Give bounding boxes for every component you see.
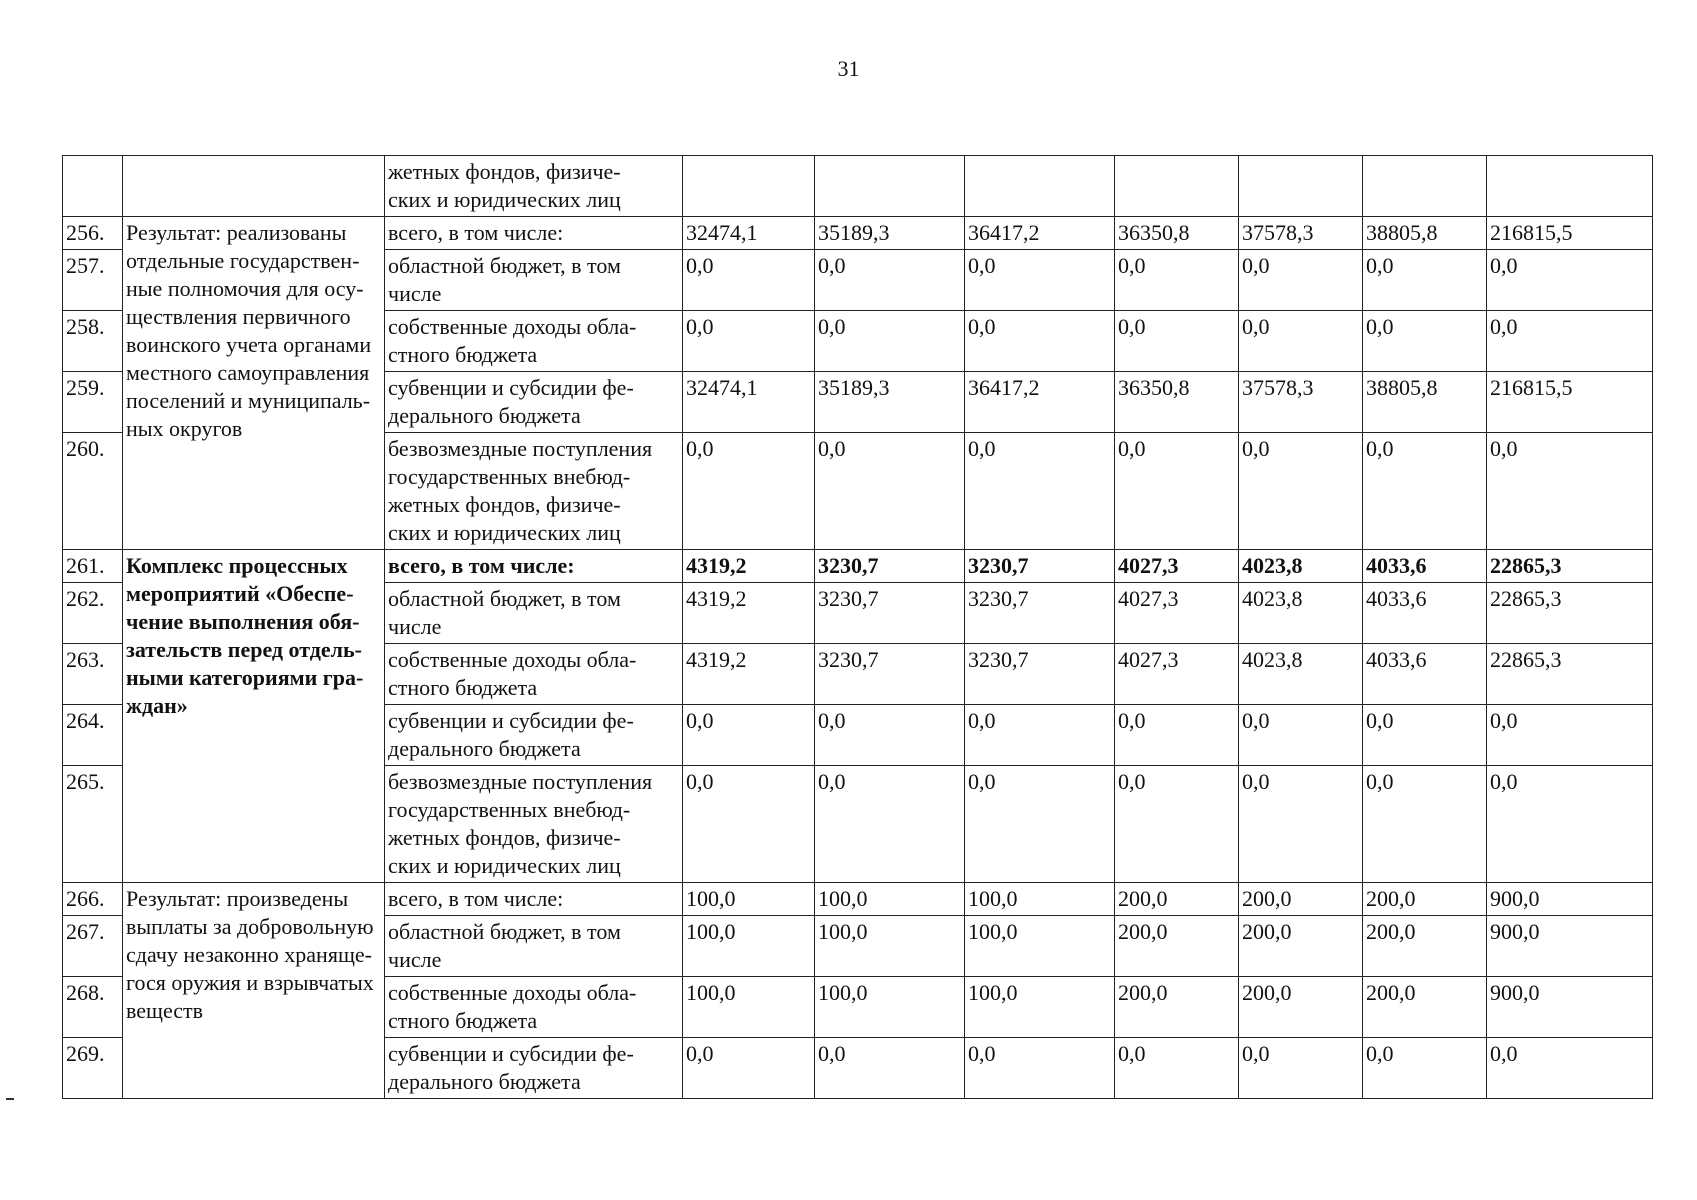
value-cell: 0,0 <box>965 311 1115 372</box>
value-cell: 36350,8 <box>1115 372 1239 433</box>
value-cell: 216815,5 <box>1487 217 1653 250</box>
row-number-cell: 259. <box>63 372 123 433</box>
value-cell: 0,0 <box>1363 766 1487 883</box>
value-cell: 0,0 <box>1239 705 1363 766</box>
value-cell: 0,0 <box>1487 766 1653 883</box>
row-number-cell: 262. <box>63 583 123 644</box>
value-cell <box>815 156 965 217</box>
value-cell: 4027,3 <box>1115 550 1239 583</box>
value-cell: 200,0 <box>1363 977 1487 1038</box>
value-cell: 0,0 <box>683 1038 815 1099</box>
value-cell: 0,0 <box>815 250 965 311</box>
value-cell: 0,0 <box>815 1038 965 1099</box>
table-row <box>63 883 1653 916</box>
page-number: 31 <box>837 56 860 81</box>
value-cell: 200,0 <box>1363 883 1487 916</box>
value-cell: 0,0 <box>815 433 965 550</box>
row-number-cell: 260. <box>63 433 123 550</box>
row-number-cell: 261. <box>63 550 123 583</box>
value-cell: 100,0 <box>683 883 815 916</box>
value-cell: 0,0 <box>965 433 1115 550</box>
value-cell: 4033,6 <box>1363 583 1487 644</box>
value-cell: 216815,5 <box>1487 372 1653 433</box>
row-number-cell: 265. <box>63 766 123 883</box>
group-description-cell: Результат: произведены выплаты за добровольную сдачу незаконно храняще-гося оружия и взрывчатых веществ <box>123 883 385 1099</box>
value-cell: 200,0 <box>1363 916 1487 977</box>
value-cell: 100,0 <box>815 916 965 977</box>
value-cell: 37578,3 <box>1239 217 1363 250</box>
value-cell: 38805,8 <box>1363 372 1487 433</box>
value-cell: 4023,8 <box>1239 644 1363 705</box>
value-cell: 100,0 <box>965 977 1115 1038</box>
table-body <box>63 156 1653 1099</box>
value-cell: 3230,7 <box>815 583 965 644</box>
value-cell: 0,0 <box>1115 433 1239 550</box>
value-cell: 4023,8 <box>1239 583 1363 644</box>
value-cell: 0,0 <box>1363 311 1487 372</box>
value-cell: 4319,2 <box>683 644 815 705</box>
value-cell: 0,0 <box>1363 433 1487 550</box>
value-cell: 200,0 <box>1239 916 1363 977</box>
description-cell <box>123 156 385 217</box>
value-cell: 36417,2 <box>965 217 1115 250</box>
value-cell: 36417,2 <box>965 372 1115 433</box>
value-cell: 0,0 <box>815 766 965 883</box>
source-cell: областной бюджет, в том числе <box>385 916 683 977</box>
value-cell: 22865,3 <box>1487 550 1653 583</box>
value-cell: 4027,3 <box>1115 644 1239 705</box>
row-number-cell: 264. <box>63 705 123 766</box>
value-cell: 0,0 <box>683 433 815 550</box>
value-cell: 200,0 <box>1115 916 1239 977</box>
value-cell: 3230,7 <box>815 550 965 583</box>
value-cell: 22865,3 <box>1487 583 1653 644</box>
value-cell: 0,0 <box>1487 1038 1653 1099</box>
value-cell: 0,0 <box>683 250 815 311</box>
value-cell: 0,0 <box>1487 250 1653 311</box>
value-cell: 0,0 <box>1239 250 1363 311</box>
source-cell: субвенции и субсидии фе- дерального бюджета <box>385 1038 683 1099</box>
value-cell: 0,0 <box>1115 766 1239 883</box>
value-cell: 900,0 <box>1487 977 1653 1038</box>
source-cell: безвозмездные поступления государственных внебюд- жетных фондов, физиче- ских и юридических лиц <box>385 433 683 550</box>
value-cell: 4027,3 <box>1115 583 1239 644</box>
value-cell: 4319,2 <box>683 583 815 644</box>
source-cell: субвенции и субсидии фе- дерального бюджета <box>385 372 683 433</box>
value-cell: 0,0 <box>1239 1038 1363 1099</box>
value-cell: 0,0 <box>965 250 1115 311</box>
value-cell: 35189,3 <box>815 217 965 250</box>
value-cell: 0,0 <box>1487 311 1653 372</box>
row-number-cell: 258. <box>63 311 123 372</box>
value-cell: 0,0 <box>1115 1038 1239 1099</box>
row-number-cell: 269. <box>63 1038 123 1099</box>
value-cell: 3230,7 <box>815 644 965 705</box>
value-cell: 36350,8 <box>1115 217 1239 250</box>
value-cell: 32474,1 <box>683 372 815 433</box>
value-cell: 0,0 <box>1115 311 1239 372</box>
value-cell <box>1487 156 1653 217</box>
value-cell: 0,0 <box>1363 705 1487 766</box>
value-cell: 38805,8 <box>1363 217 1487 250</box>
value-cell: 37578,3 <box>1239 372 1363 433</box>
source-cell: всего, в том числе: <box>385 883 683 916</box>
value-cell: 100,0 <box>815 883 965 916</box>
value-cell: 100,0 <box>965 883 1115 916</box>
value-cell: 35189,3 <box>815 372 965 433</box>
table-row <box>63 217 1653 250</box>
value-cell: 3230,7 <box>965 583 1115 644</box>
value-cell: 0,0 <box>1239 766 1363 883</box>
value-cell: 200,0 <box>1115 883 1239 916</box>
value-cell: 0,0 <box>1363 250 1487 311</box>
value-cell: 0,0 <box>683 705 815 766</box>
value-cell: 4033,6 <box>1363 644 1487 705</box>
value-cell: 100,0 <box>815 977 965 1038</box>
value-cell: 200,0 <box>1115 977 1239 1038</box>
group-description-cell: Комплекс процессных мероприятий «Обеспе-чение выполнения обя-зательств перед отдель-ными категориями гра-ждан» <box>123 550 385 883</box>
row-number-cell: 257. <box>63 250 123 311</box>
value-cell: 0,0 <box>1363 1038 1487 1099</box>
value-cell: 0,0 <box>1487 705 1653 766</box>
value-cell: 100,0 <box>965 916 1115 977</box>
value-cell: 0,0 <box>815 311 965 372</box>
value-cell <box>1363 156 1487 217</box>
table-row <box>63 550 1653 583</box>
row-number-cell: 267. <box>63 916 123 977</box>
source-cell: собственные доходы обла- стного бюджета <box>385 311 683 372</box>
row-number-cell: 263. <box>63 644 123 705</box>
value-cell: 0,0 <box>683 766 815 883</box>
source-cell: всего, в том числе: <box>385 217 683 250</box>
value-cell: 0,0 <box>1487 433 1653 550</box>
value-cell <box>1239 156 1363 217</box>
value-cell: 100,0 <box>683 916 815 977</box>
value-cell: 0,0 <box>965 766 1115 883</box>
value-cell: 200,0 <box>1239 977 1363 1038</box>
row-number-cell: 256. <box>63 217 123 250</box>
value-cell <box>1115 156 1239 217</box>
source-cell: безвозмездные поступления государственных внебюд- жетных фондов, физиче- ских и юридических лиц <box>385 766 683 883</box>
source-cell: областной бюджет, в том числе <box>385 583 683 644</box>
value-cell: 0,0 <box>815 705 965 766</box>
value-cell: 4319,2 <box>683 550 815 583</box>
value-cell: 4023,8 <box>1239 550 1363 583</box>
value-cell: 0,0 <box>965 1038 1115 1099</box>
value-cell: 100,0 <box>683 977 815 1038</box>
scan-edge-mark <box>6 1098 14 1100</box>
value-cell: 3230,7 <box>965 550 1115 583</box>
source-cell: областной бюджет, в том числе <box>385 250 683 311</box>
value-cell <box>965 156 1115 217</box>
value-cell: 200,0 <box>1239 883 1363 916</box>
source-cell: субвенции и субсидии фе- дерального бюджета <box>385 705 683 766</box>
value-cell: 0,0 <box>1115 705 1239 766</box>
value-cell: 900,0 <box>1487 883 1653 916</box>
source-cell: всего, в том числе: <box>385 550 683 583</box>
value-cell: 3230,7 <box>965 644 1115 705</box>
source-cell: жетных фондов, физиче- ских и юридических лиц <box>385 156 683 217</box>
table-row-continuation <box>63 156 1653 217</box>
budget-table <box>62 155 1653 1099</box>
value-cell <box>683 156 815 217</box>
row-number-cell <box>63 156 123 217</box>
value-cell: 4033,6 <box>1363 550 1487 583</box>
value-cell: 22865,3 <box>1487 644 1653 705</box>
value-cell: 0,0 <box>1239 311 1363 372</box>
row-number-cell: 266. <box>63 883 123 916</box>
value-cell: 0,0 <box>965 705 1115 766</box>
value-cell: 0,0 <box>1239 433 1363 550</box>
source-cell: собственные доходы обла- стного бюджета <box>385 644 683 705</box>
value-cell: 0,0 <box>1115 250 1239 311</box>
row-number-cell: 268. <box>63 977 123 1038</box>
source-cell: собственные доходы обла- стного бюджета <box>385 977 683 1038</box>
value-cell: 900,0 <box>1487 916 1653 977</box>
group-description-cell: Результат: реализованы отдельные государствен-ные полномочия для осу-ществления первичного воинского учета органами местного самоуправления поселений и муниципаль-ных округов <box>123 217 385 550</box>
value-cell: 0,0 <box>683 311 815 372</box>
value-cell: 32474,1 <box>683 217 815 250</box>
